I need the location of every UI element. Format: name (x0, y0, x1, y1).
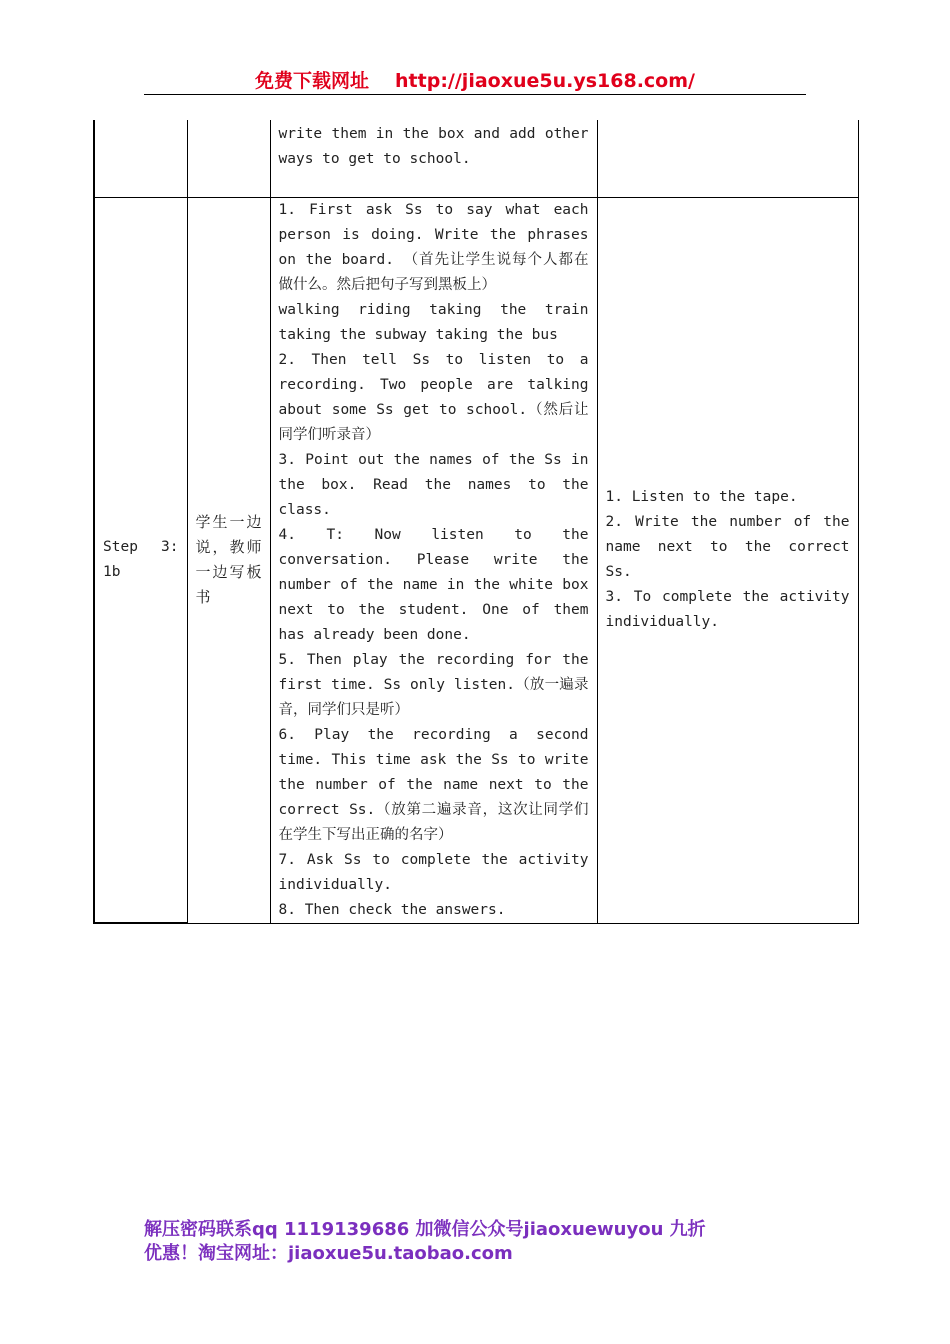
procedure-item: 3. Point out the names of the Ss in the box. Read the names to the class. (278, 451, 589, 518)
procedure-item: 7. Ask Ss to complete the activity individually. (278, 851, 589, 893)
table-row (94, 197, 858, 923)
step-label: Step 3: 1b (103, 538, 179, 580)
table-row (94, 120, 858, 197)
footer-line: 优惠！淘宝网址：jiaoxue5u.taobao.com (144, 1243, 513, 1264)
procedure-item: 6. Play the recording a second time. This time ask the Ss to write the number of the name next to the correct Ss.（放第二遍录音，这次让同学们在学生下写出正确的名字） (278, 726, 589, 843)
procedure-item: 5. Then play the recording for the first time. Ss only listen.（放一遍录音，同学们只是听） (278, 651, 589, 718)
method-cell (187, 120, 270, 197)
procedure-item: 4. T: Now listen to the conversation. Please write the number of the name in the white box next to the student. One of them has already been done. (278, 526, 589, 643)
student-item: 1. Listen to the tape. (605, 489, 798, 505)
student-item: 3. To complete the activity individually. (605, 589, 850, 630)
page-footer (144, 1218, 804, 1266)
step-cell (94, 120, 187, 197)
procedure-item: 8. Then check the answers. (278, 901, 506, 918)
student-item: 2. Write the number of the name next to the correct Ss. (605, 514, 850, 580)
procedure-text: write them in the box and add other ways to get to school. (278, 126, 589, 167)
student-cell (597, 197, 858, 923)
procedure-item: walking riding taking the train taking the subway taking the bus (278, 301, 589, 343)
procedure-cell (270, 197, 597, 923)
lesson-plan-table (93, 120, 859, 924)
procedure-item: 1. First ask Ss to say what each person is doing. Write the phrases on the board. （首先让学生说每个人都在做什么。然后把句子写到黑板上） (278, 201, 589, 293)
method-text: 学生一边说，教师一边写板书 (195, 513, 262, 606)
step-cell (94, 197, 187, 923)
procedure-item: 2. Then tell Ss to listen to a recording. Two people are talking about some Ss get to school.（然后让同学们听录音） (278, 351, 589, 443)
page-header (144, 66, 806, 95)
method-cell (187, 197, 270, 923)
student-cell (597, 120, 858, 197)
footer-line: 解压密码联系qq 1119139686 加微信公众号jiaoxuewuyou 九折 (144, 1219, 706, 1240)
header-label: 免费下载网址 (255, 70, 370, 92)
procedure-cell (270, 120, 597, 197)
header-url[interactable]: http://jiaoxue5u.ys168.com/ (395, 70, 695, 92)
